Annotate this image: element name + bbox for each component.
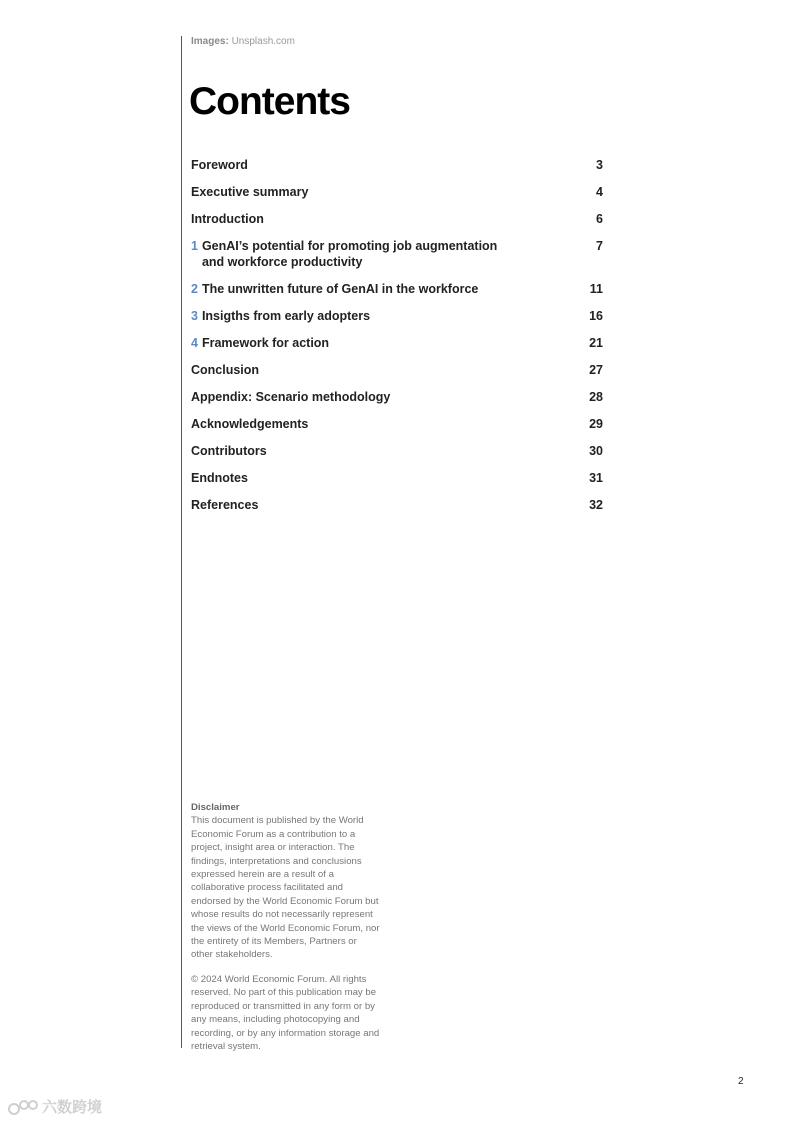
toc-entry-label: Introduction	[191, 212, 264, 226]
toc-entry-label: Foreword	[191, 158, 248, 172]
image-credit-label: Images:	[191, 36, 229, 47]
toc-entry-label-wrap	[191, 184, 308, 200]
toc-entry-page: 31	[589, 471, 603, 485]
toc-entry-label: Contributors	[191, 444, 267, 458]
toc-entry-page: 11	[589, 282, 603, 296]
toc-entry-page: 21	[589, 336, 603, 350]
toc-entry-label-wrap	[191, 443, 267, 459]
toc-entry-label: Conclusion	[191, 363, 260, 377]
toc-entry-label: Endnotes	[191, 471, 248, 485]
disclaimer	[191, 801, 381, 1053]
watermark-text: 六数跨境	[42, 1099, 103, 1116]
toc-entry[interactable]	[191, 238, 603, 270]
toc-entry-label-wrap	[191, 335, 329, 351]
toc-entry-label: The unwritten future of GenAI in the workforce	[201, 282, 479, 296]
toc-entry-label: Acknowledgements	[191, 417, 309, 431]
toc-entry-number: 3	[191, 309, 198, 323]
toc-entry-page: 6	[596, 212, 603, 226]
toc-entry[interactable]	[191, 211, 603, 227]
page-title: Contents	[189, 80, 350, 123]
toc-entry-number: 1	[191, 239, 198, 253]
toc-entry-label: Insigths from early adopters	[201, 309, 371, 323]
toc-entry-number: 4	[191, 336, 198, 350]
toc-entry[interactable]	[191, 389, 603, 405]
toc-entry-label: GenAI’s potential for promoting job augmentation and workforce productivity	[201, 239, 498, 269]
toc-entry[interactable]	[191, 184, 603, 200]
page-number: 2	[738, 1076, 744, 1087]
toc-entry-page: 27	[589, 363, 603, 377]
toc-entry[interactable]	[191, 335, 603, 351]
toc-entry-page: 32	[589, 498, 603, 512]
toc-entry-label-wrap	[191, 281, 478, 297]
watermark-logo-icon	[8, 1098, 38, 1116]
toc-entry-page: 29	[589, 417, 603, 431]
toc-entry-number: 2	[191, 282, 198, 296]
toc-entry-label: Executive summary	[191, 185, 309, 199]
disclaimer-body: This document is published by the World Economic Forum as a contribution to a project, insight area or interaction. The findings, interpretations and conclusions expressed herein are a result of a collaborative process facilitated and endorsed by the World Economic Forum but whose results do not necessarily represent the views of the World Economic Forum, nor the entirety of its Members, Partners or other stakeholders.	[191, 815, 380, 961]
toc-entry[interactable]	[191, 308, 603, 324]
toc-entry[interactable]	[191, 281, 603, 297]
image-credit	[191, 36, 295, 48]
toc-entry-label-wrap	[191, 362, 259, 378]
image-credit-source: Unsplash.com	[231, 36, 295, 47]
toc-entry-label-wrap	[191, 211, 264, 227]
toc-entry[interactable]	[191, 416, 603, 432]
toc-entry-page: 3	[596, 158, 603, 172]
toc-entry-page: 4	[596, 185, 603, 199]
disclaimer-title: Disclaimer	[191, 802, 240, 813]
toc-entry-label: Appendix: Scenario methodology	[191, 390, 391, 404]
table-of-contents	[191, 157, 603, 524]
toc-entry[interactable]	[191, 157, 603, 173]
toc-entry-label-wrap	[191, 470, 248, 486]
toc-entry-label: References	[191, 498, 259, 512]
toc-entry-label-wrap	[191, 416, 308, 432]
toc-entry-page: 30	[589, 444, 603, 458]
toc-entry-label-wrap	[191, 238, 521, 270]
toc-entry[interactable]	[191, 497, 603, 513]
toc-entry-label: Framework for action	[201, 336, 330, 350]
toc-entry-label-wrap	[191, 497, 258, 513]
toc-entry[interactable]	[191, 362, 603, 378]
toc-entry-page: 7	[596, 239, 603, 253]
toc-entry[interactable]	[191, 470, 603, 486]
toc-entry[interactable]	[191, 443, 603, 459]
vertical-rule	[181, 36, 182, 1048]
toc-entry-label-wrap	[191, 157, 248, 173]
toc-entry-label-wrap	[191, 308, 370, 324]
toc-entry-label-wrap	[191, 389, 390, 405]
watermark	[8, 1096, 102, 1117]
toc-entry-page: 28	[589, 390, 603, 404]
copyright-notice: © 2024 World Economic Forum. All rights reserved. No part of this publication may be reproduced or transmitted in any form or by any means, including photocopying and recording, or by any information storage and retrieval system.	[191, 973, 380, 1052]
toc-entry-page: 16	[589, 309, 603, 323]
